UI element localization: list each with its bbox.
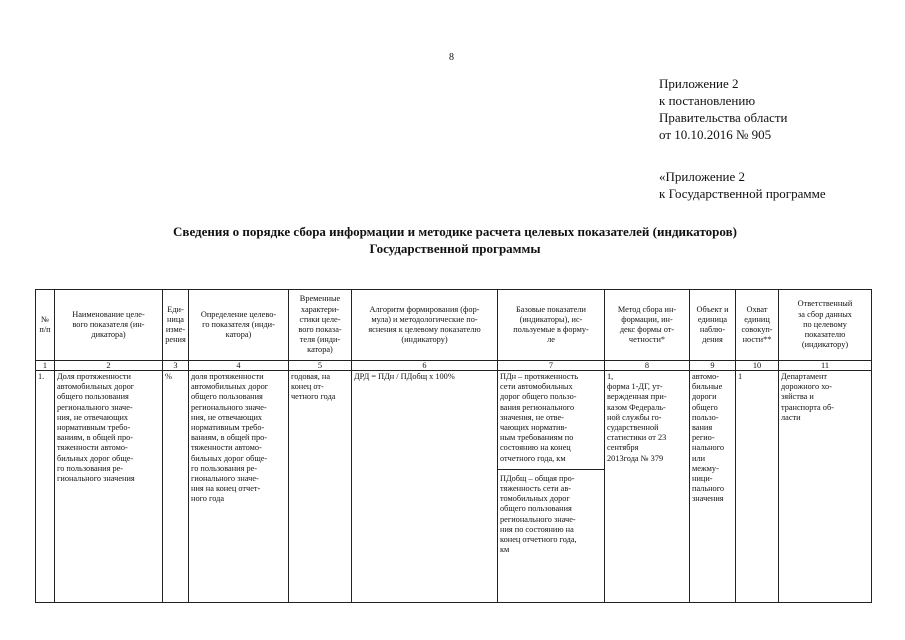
base-indicator-pdn: ПДн – протяженность сети автомобильных дорог общего пользо- вания регионального значения, не отве- чающих норматив- ным требованиям по состоянию на конец отчетного года, км xyxy=(498,372,604,470)
column-number: 10 xyxy=(736,361,779,371)
coverage: 1 xyxy=(736,371,779,603)
table-header-row xyxy=(36,290,872,361)
indicator-definition: доля протяженности автомобильных дорог общего пользования регионального значе- ния, не отвечающих нормативным требо- ваниям, в общей про- тяженности автомо- бильных дорог обще- го пользования ре- гионального значе- ния на конец отчет- ного года xyxy=(189,371,289,603)
observation-object: автомо- бильные дороги общего пользо- вания регио- нального или межму- ници- пального значения xyxy=(690,371,736,603)
column-header: Наименование целе- вого показателя (ин- дикатора) xyxy=(55,290,163,361)
column-header: Временные характери- стики целе- вого показа- теля (инди- катора) xyxy=(289,290,352,361)
table-row xyxy=(36,371,872,603)
document-title xyxy=(80,223,830,257)
indicators-table xyxy=(35,289,872,603)
column-header: Охват единиц совокуп- ности** xyxy=(736,290,779,361)
column-number: 3 xyxy=(163,361,189,371)
column-number: 1 xyxy=(36,361,55,371)
column-header: Еди- ница изме- рения xyxy=(163,290,189,361)
indicator-time: годовая, на конец от- четного года xyxy=(289,371,352,603)
indicator-unit: % xyxy=(163,371,189,603)
column-number: 5 xyxy=(289,361,352,371)
column-header: Базовые показатели (индикаторы), ис- пользуемые в форму- ле xyxy=(498,290,605,361)
column-number: 9 xyxy=(690,361,736,371)
appendix-line: Приложение 2 xyxy=(659,76,739,91)
column-header: Алгоритм формирования (фор- мула) и методологические по- яснения к целевому показателю (индикатору) xyxy=(352,290,498,361)
column-number: 11 xyxy=(779,361,872,371)
appendix-block xyxy=(659,75,788,143)
title-line: Сведения о порядке сбора информации и методике расчета целевых показателей (индикаторов) xyxy=(173,224,737,239)
column-number: 4 xyxy=(189,361,289,371)
column-number: 6 xyxy=(352,361,498,371)
column-number: 8 xyxy=(605,361,690,371)
page-number: 8 xyxy=(449,52,454,63)
appendix-line: от 10.10.2016 № 905 xyxy=(659,127,772,142)
column-header: Ответственный за сбор данных по целевому показателю (индикатору) xyxy=(779,290,872,361)
column-header: Метод сбора ин- формации, ин- декс формы от- четности* xyxy=(605,290,690,361)
base-indicators xyxy=(498,371,605,603)
column-number-row xyxy=(36,361,872,371)
column-header: Определение целево- го показателя (инди- катора) xyxy=(189,290,289,361)
indicator-formula: ДРД = ПДн / ПДобщ х 100% xyxy=(352,371,498,603)
base-indicator-pdobsh: ПДобщ – общая про- тяженность сети ав- томобильных дорог общего пользования регионального значе- ния по состоянию на конец отчетного года, км xyxy=(500,473,577,555)
title-line: Государственной программы xyxy=(369,241,541,256)
collection-method: 1, форма 1-ДГ, ут- вержденная при- казом Федераль- ной службы го- сударственной статистики от 23 сентября 2013года № 379 xyxy=(605,371,690,603)
column-number: 2 xyxy=(55,361,163,371)
row-number: 1. xyxy=(36,371,55,603)
appendix-line: к Государственной программе xyxy=(659,186,826,201)
appendix-line: к постановлению xyxy=(659,93,756,108)
responsible-body: Департамент дорожного хо- зяйства и транспорта об- ласти xyxy=(779,371,872,603)
indicator-name: Доля протяженности автомобильных дорог общего пользования регионального значе- ния, не отвечающих нормативным требо- ваниям, в общей про- тяженности автомо- бильных дорог обще- го пользования ре- гионального значения xyxy=(55,371,163,603)
appendix-line: «Приложение 2 xyxy=(659,169,746,184)
appendix-program-block xyxy=(659,168,826,202)
column-header: Объект и единица наблю- дения xyxy=(690,290,736,361)
column-number: 7 xyxy=(498,361,605,371)
column-header: № п/п xyxy=(36,290,55,361)
appendix-line: Правительства области xyxy=(659,110,788,125)
